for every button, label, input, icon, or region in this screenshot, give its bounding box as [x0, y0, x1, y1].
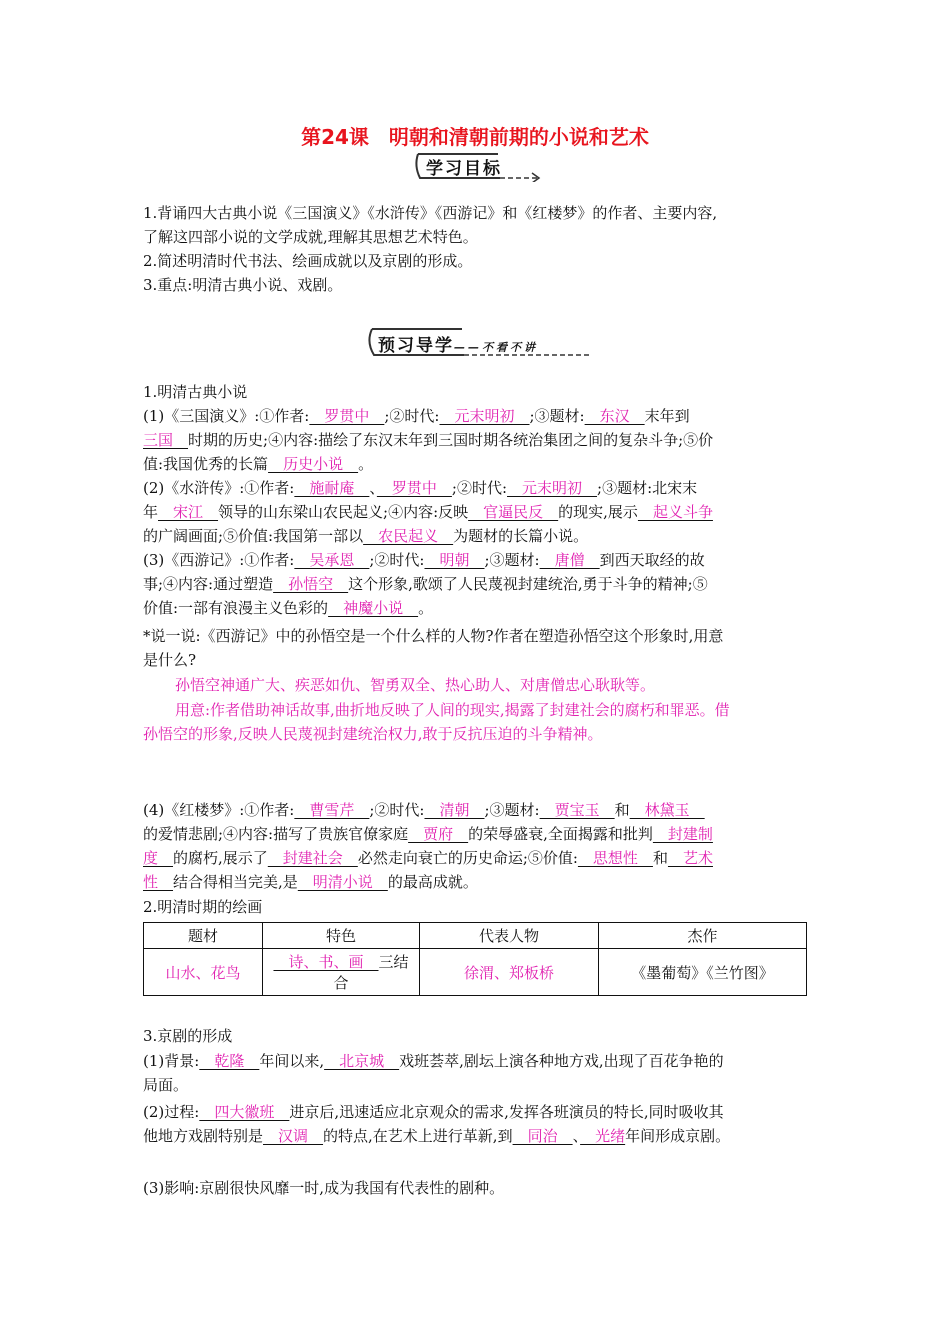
- text-run: 值:我国优秀的长篇: [143, 455, 269, 473]
- honglou-line-3: [143, 846, 813, 870]
- text-run: 年: [143, 503, 159, 521]
- table-cell-feature: [263, 949, 420, 996]
- text-run: 事;④内容:通过塑造: [143, 575, 274, 593]
- honglou-line-2: [143, 822, 813, 846]
- text-run: 。: [358, 455, 374, 473]
- answer-blank: 官逼民反: [468, 503, 559, 521]
- text-run: 时期的历史;④内容:描绘了东汉末年到三国时期各统治集团之间的复杂斗争;⑤价: [188, 431, 714, 449]
- text-run: 、: [572, 1127, 581, 1145]
- text-run: ;②时代:: [451, 479, 508, 497]
- table-header-cell: 杰作: [599, 923, 807, 949]
- answer-blank: 神魔小说: [328, 599, 419, 617]
- xiyou-line-3: [143, 596, 813, 620]
- preview-badge-label: [378, 331, 538, 356]
- page-title: 第24课 明朝和清朝前期的小说和艺术: [301, 125, 649, 149]
- answer-blank: 林黛玉: [629, 801, 705, 819]
- text-run: (1)背景:: [143, 1052, 200, 1070]
- text-run: 结合得相当完美,是: [173, 873, 298, 891]
- answer-blank: 贾宝玉: [539, 801, 615, 819]
- text-run: (3)《西游记》:①作者:: [143, 551, 295, 569]
- text-run: 领导的山东梁山农民起义;④内容:反映: [218, 503, 469, 521]
- table-header-cell: 题材: [144, 923, 263, 949]
- text-run: 和: [652, 849, 668, 867]
- honglou-line-4: [143, 870, 813, 894]
- sanguo-line-3: [143, 452, 813, 476]
- text-run: 和: [614, 801, 630, 819]
- text-run: 价值:一部有浪漫主义色彩的: [143, 599, 329, 617]
- text-run: ;②时代:: [384, 407, 440, 425]
- answer-blank: 东汉: [584, 407, 645, 425]
- section-1-heading: 1.明清古典小说: [143, 383, 248, 401]
- text-run: 年间以来,: [259, 1052, 325, 1070]
- answer-blank: 思想性: [577, 849, 653, 867]
- text-run: 进京后,迅速适应北京观众的需求,发挥各班演员的特长,同时吸收其: [289, 1103, 724, 1121]
- table-header-cell: 特色: [263, 923, 420, 949]
- xiyou-line-2: [143, 572, 813, 596]
- goal-3: 3.重点:明清古典小说、戏剧。: [143, 276, 343, 294]
- text-run: 的特点,在艺术上进行革新,到: [323, 1127, 513, 1145]
- text-run: ;②时代:: [369, 551, 425, 569]
- table-header-cell: 代表人物: [420, 923, 599, 949]
- answer-blank: 宋江: [158, 503, 219, 521]
- goal-1a: 1.背诵四大古典小说《三国演义》《水浒传》《西游记》和《红楼梦》的作者、主要内容,: [143, 204, 718, 222]
- answer-blank: 乾隆: [199, 1052, 260, 1070]
- goal-2: 2.简述明清时代书法、绘画成就以及京剧的形成。: [143, 252, 473, 270]
- answer-blank: 贾府: [408, 825, 469, 843]
- table-cell-subject: 山水、花鸟: [144, 949, 263, 996]
- text-run: 的最高成就。: [387, 873, 478, 891]
- text-run: 的现实,展示: [558, 503, 638, 521]
- table-row: [144, 949, 807, 996]
- talk-question-2: 是什么?: [143, 651, 197, 669]
- answer-blank: 元末明初: [439, 407, 530, 425]
- answer-blank: 北京城: [324, 1052, 400, 1070]
- text-run: 的腐朽,展示了: [173, 849, 268, 867]
- talk-answer-3: 孙悟空的形象,反映人民蔑视封建统治权力,敢于反抗压迫的斗争精神。: [143, 725, 603, 743]
- answer-blank: 光绪: [580, 1127, 626, 1145]
- shuihu-line-1: [143, 476, 813, 500]
- talk-question-1: *说一说:《西游记》中的孙悟空是一个什么样的人物?作者在塑造孙悟空这个形象时,用意: [143, 627, 724, 645]
- talk-answer-2: 用意:作者借助神话故事,曲折地反映了人间的现实,揭露了封建社会的腐朽和罪恶。借: [175, 701, 730, 719]
- goals-badge: [412, 150, 542, 182]
- answer-blank: 历史小说: [268, 455, 359, 473]
- opera-background-line-2: 局面。: [143, 1076, 189, 1094]
- opera-process-line-2: [143, 1124, 813, 1148]
- text-run: 到西天取经的故: [599, 551, 705, 569]
- text-run: 戏班荟萃,剧坛上演各种地方戏,出现了百花争艳的: [399, 1052, 724, 1070]
- answer-blank: 孙悟空: [273, 575, 349, 593]
- goal-1b: 了解这四部小说的文学成就,理解其思想艺术特色。: [143, 228, 478, 246]
- shuihu-line-2: [143, 500, 813, 524]
- answer-blank: 曹雪芹: [294, 801, 370, 819]
- text-run: 末年到: [644, 407, 690, 425]
- text-run: (2)过程:: [143, 1103, 200, 1121]
- section-2-heading: 2.明清时期的绘画: [143, 898, 263, 916]
- preview-badge-subtitle: ——不看不讲: [454, 341, 538, 354]
- text-run: ;③题材:: [484, 551, 540, 569]
- answer-blank: 明清小说: [297, 873, 388, 891]
- answer-blank: 清朝: [424, 801, 485, 819]
- xiyou-line-1: [143, 548, 813, 572]
- text-run: ;③题材:北宋末: [597, 479, 698, 497]
- text-run: 合: [333, 974, 349, 992]
- section-3-heading: 3.京剧的形成: [143, 1027, 233, 1045]
- answer-blank: 吴承恩: [294, 551, 370, 569]
- answer-blank: 艺术: [667, 849, 713, 867]
- answer-blank: 明朝: [424, 551, 485, 569]
- sanguo-line-1: [143, 404, 813, 428]
- text-run: 的荣辱盛衰,全面揭露和批判: [468, 825, 653, 843]
- answer-blank: 封建制: [652, 825, 713, 843]
- text-run: ;③题材:: [484, 801, 540, 819]
- answer-blank: 起义斗争: [637, 503, 713, 521]
- table-cell-people: 徐渭、郑板桥: [420, 949, 599, 996]
- answer-blank: 施耐庵: [294, 479, 370, 497]
- text-run: (4)《红楼梦》:①作者:: [143, 801, 295, 819]
- text-run: ;③题材:: [529, 407, 585, 425]
- text-run: 。: [418, 599, 434, 617]
- table-cell-works: 《墨葡萄》《兰竹图》: [599, 949, 807, 996]
- opera-process-line-1: [143, 1100, 813, 1124]
- text-run: 必然走向衰亡的历史命运;⑤价值:: [357, 849, 578, 867]
- answer-blank: 诗、书、画: [273, 953, 379, 971]
- text-run: 、: [369, 479, 377, 497]
- answer-blank: 元末明初: [507, 479, 598, 497]
- opera-effect-line: (3)影响:京剧很快风靡一时,成为我国有代表性的剧种。: [143, 1179, 505, 1197]
- text-run: ;②时代:: [369, 801, 425, 819]
- text-run: 这个形象,歌颂了人民蔑视封建统治,勇于斗争的精神;⑤: [348, 575, 708, 593]
- text-run: 的广阔画面;⑤价值:我国第一部以: [143, 527, 364, 545]
- answer-blank: 汉调: [263, 1127, 324, 1145]
- preview-badge-title: 预习导学: [378, 336, 454, 356]
- talk-answer-1: 孙悟空神通广大、疾恶如仇、智勇双全、热心助人、对唐僧忠心耿耿等。: [175, 676, 656, 694]
- preview-badge: [364, 325, 594, 357]
- answer-blank: 同治: [512, 1127, 573, 1145]
- text-run: 的爱情悲剧;④内容:描写了贵族官僚家庭: [143, 825, 409, 843]
- answer-blank: 罗贯中: [376, 479, 452, 497]
- text-run: (1)《三国演义》:①作者:: [143, 407, 310, 425]
- answer-blank: 农民起义: [363, 527, 454, 545]
- shuihu-line-3: [143, 524, 813, 548]
- answer-blank: 度: [143, 849, 174, 867]
- text-run: (2)《水浒传》:①作者:: [143, 479, 295, 497]
- answer-blank: 罗贯中: [309, 407, 385, 425]
- text-run: 年间形成京剧。: [625, 1127, 731, 1145]
- text-run: 他地方戏剧特别是: [143, 1127, 264, 1145]
- answer-blank: 三国: [143, 431, 189, 449]
- text-run: 为题材的长篇小说。: [453, 527, 589, 545]
- table-header-row: [144, 923, 807, 949]
- answer-blank: 四大徽班: [199, 1103, 290, 1121]
- text-run: 三结: [378, 953, 409, 971]
- honglou-line-1: [143, 798, 813, 822]
- answer-blank: 性: [143, 873, 174, 891]
- painting-table: [143, 922, 807, 996]
- sanguo-line-2: [143, 428, 813, 452]
- answer-blank: 唐僧: [539, 551, 600, 569]
- answer-blank: 封建社会: [267, 849, 358, 867]
- opera-background-line-1: [143, 1049, 813, 1073]
- goals-badge-label: 学习目标: [426, 159, 502, 179]
